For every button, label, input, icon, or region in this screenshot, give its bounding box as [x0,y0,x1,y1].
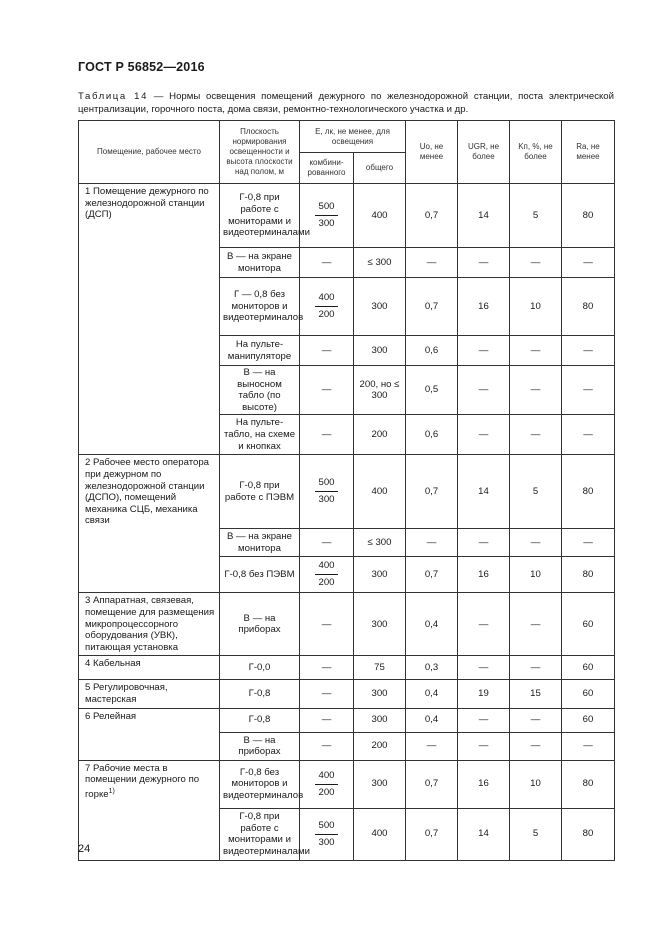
room-cell [79,808,220,860]
fraction-value [315,820,337,849]
ugr-cell: — [458,336,510,366]
ra-cell: 80 [562,557,615,593]
fraction-value [315,292,337,321]
ugr-cell: — [458,248,510,278]
uo-cell: 0,7 [406,184,458,248]
fraction-numerator: 500 [315,477,337,492]
plane-cell: Г — 0,8 без мониторов и видеотерминалов [220,278,300,336]
ra-cell: 80 [562,760,615,808]
fraction-numerator: 500 [315,820,337,835]
room-label: 7 Рабочие места в помещении дежурного по горке [85,762,200,800]
header-ugr: UGR, не более [458,121,510,184]
plane-cell: На пульте-манипуляторе [220,336,300,366]
general-cell: 300 [354,278,406,336]
uo-cell: 0,4 [406,708,458,732]
combined-cell: — [300,708,354,732]
table-row [79,656,615,680]
header-illuminance-label: E, лк, не менее, для освещения [315,126,390,146]
table-caption [78,91,614,116]
ra-cell: 80 [562,808,615,860]
plane-cell: Г-0,8 без мониторов и видеотерминалов [220,760,300,808]
combined-cell: — [300,656,354,680]
fraction-numerator: 500 [315,201,337,216]
fraction-value [315,201,337,230]
ra-cell: 60 [562,680,615,708]
table-row [79,808,615,860]
kp-cell: — [510,529,562,557]
plane-cell: В — на экране монитора [220,248,300,278]
room-label: 2 Рабочее место оператора при дежурном по железнодорожной станции (ДСПО), помещений механика СЦБ, механика связи [85,457,210,527]
plane-cell: Г-0,0 [220,656,300,680]
room-cell [79,593,220,656]
ra-cell: 60 [562,708,615,732]
combined-cell: — [300,593,354,656]
ugr-cell: 16 [458,278,510,336]
room-cell [79,557,220,593]
general-cell: 400 [354,455,406,529]
table-caption-label: Таблица 14 [78,91,149,102]
kp-cell: 5 [510,455,562,529]
ra-cell: — [562,248,615,278]
general-cell: 400 [354,808,406,860]
plane-cell: Г-0,8 при работе с мониторами и видеотерминалами [220,184,300,248]
ugr-cell: 14 [458,455,510,529]
room-cell [79,415,220,455]
ugr-cell: 16 [458,557,510,593]
header-general: общего [354,153,406,184]
table-row [79,557,615,593]
plane-cell: В — на выносном табло (по высоте) [220,366,300,415]
uo-cell: — [406,529,458,557]
kp-cell: — [510,248,562,278]
room-cell [79,248,220,278]
ra-cell: — [562,529,615,557]
room-cell [79,336,220,366]
table-row [79,278,615,336]
header-plane: Плоскость нормирования освещенности и высота плоскости над полом, м [220,121,300,184]
uo-cell: 0,7 [406,760,458,808]
fraction-denominator: 300 [318,836,335,848]
combined-cell [300,278,354,336]
fraction-numerator: 400 [315,292,337,307]
combined-cell: — [300,415,354,455]
fraction-denominator: 200 [318,309,335,320]
lighting-norms-table [78,120,615,861]
room-label: 6 Релейная [85,710,137,722]
fraction-value [315,560,337,589]
ra-cell: 60 [562,593,615,656]
table-row [79,455,615,529]
header-combined: комбини-рованного [300,153,354,184]
header-ra: Ra, не менее [562,121,615,184]
general-cell: ≤ 300 [354,248,406,278]
room-cell [79,656,220,680]
general-cell: 400 [354,184,406,248]
fraction-numerator: 400 [315,770,337,785]
combined-cell: — [300,248,354,278]
kp-cell: 5 [510,184,562,248]
kp-cell: — [510,732,562,760]
room-cell [79,366,220,415]
kp-cell: 15 [510,680,562,708]
uo-cell: 0,7 [406,557,458,593]
uo-cell: 0,7 [406,455,458,529]
general-cell: ≤ 300 [354,529,406,557]
table-row [79,336,615,366]
kp-cell: 10 [510,557,562,593]
table-row [79,732,615,760]
fraction-numerator: 400 [315,560,337,575]
page-number: 24 [78,843,91,855]
footnote-mark: 1) [108,787,115,795]
kp-cell: — [510,336,562,366]
table-caption-text: — Нормы освещения помещений дежурного по железнодорожной станции, поста электрической централизации, горочного поста, дома связи, ремонтно-технологического участка и др. [78,91,615,115]
room-label: 5 Регулировочная, мастерская [85,682,168,705]
combined-cell [300,557,354,593]
room-cell [79,278,220,336]
general-cell: 300 [354,680,406,708]
combined-cell: — [300,529,354,557]
ugr-cell: 14 [458,808,510,860]
table-row [79,366,615,415]
ra-cell: — [562,366,615,415]
general-cell: 75 [354,656,406,680]
header-uo: Uo, не менее [406,121,458,184]
header-illuminance-group [300,121,406,153]
room-cell [79,732,220,760]
general-cell: 300 [354,760,406,808]
kp-cell: 5 [510,808,562,860]
ugr-cell: — [458,732,510,760]
kp-cell: 10 [510,760,562,808]
table-row [79,593,615,656]
plane-cell: В — на экране монитора [220,529,300,557]
kp-cell: — [510,366,562,415]
uo-cell: 0,6 [406,336,458,366]
room-label: 1 Помещение дежурного по железнодорожной станции (ДСП) [85,186,209,221]
plane-cell: Г-0,8 без ПЭВМ [220,557,300,593]
general-cell: 200 [354,732,406,760]
ugr-cell: 16 [458,760,510,808]
kp-cell: — [510,415,562,455]
room-cell [79,760,220,808]
plane-cell: В — на приборах [220,593,300,656]
header-room: Помещение, рабочее место [79,121,220,184]
kp-cell: 10 [510,278,562,336]
uo-cell: 0,3 [406,656,458,680]
ugr-cell: 14 [458,184,510,248]
ra-cell: — [562,336,615,366]
general-cell: 200 [354,415,406,455]
room-cell [79,529,220,557]
uo-cell: 0,5 [406,366,458,415]
kp-cell: — [510,656,562,680]
combined-cell: — [300,732,354,760]
table-row [79,248,615,278]
general-cell: 300 [354,557,406,593]
table-row [79,708,615,732]
combined-cell: — [300,366,354,415]
general-cell: 200, но ≤ 300 [354,366,406,415]
combined-cell [300,760,354,808]
uo-cell: 0,4 [406,593,458,656]
uo-cell: — [406,248,458,278]
general-cell: 300 [354,593,406,656]
standard-number: ГОСТ Р 56852—2016 [78,60,205,74]
plane-cell: Г-0,8 при работе с ПЭВМ [220,455,300,529]
table-row [79,415,615,455]
plane-cell: Г-0,8 [220,680,300,708]
uo-cell: 0,7 [406,278,458,336]
general-cell: 300 [354,336,406,366]
combined-cell: — [300,336,354,366]
uo-cell: 0,7 [406,808,458,860]
room-cell [79,455,220,529]
room-label: 4 Кабельная [85,658,141,670]
fraction-denominator: 300 [318,494,335,506]
ra-cell: 60 [562,656,615,680]
fraction-denominator: 200 [318,786,335,798]
table-row [79,184,615,248]
combined-cell: — [300,680,354,708]
general-cell: 300 [354,708,406,732]
fraction-value [315,770,337,799]
uo-cell: 0,4 [406,680,458,708]
ugr-cell: — [458,415,510,455]
uo-cell: — [406,732,458,760]
ugr-cell: — [458,366,510,415]
header-kp: Kп, %, не более [510,121,562,184]
fraction-denominator: 200 [318,577,335,589]
ra-cell: 80 [562,278,615,336]
ugr-cell: — [458,708,510,732]
room-cell [79,680,220,708]
ra-cell: 80 [562,184,615,248]
plane-cell: В — на приборах [220,732,300,760]
ra-cell: — [562,732,615,760]
combined-cell [300,455,354,529]
ra-cell: — [562,415,615,455]
uo-cell: 0,6 [406,415,458,455]
ugr-cell: — [458,656,510,680]
ugr-cell: 19 [458,680,510,708]
ugr-cell: — [458,529,510,557]
table-row [79,760,615,808]
kp-cell: — [510,708,562,732]
fraction-denominator: 300 [318,218,335,229]
table-row [79,680,615,708]
table-row [79,529,615,557]
room-label: 3 Аппаратная, связевая, помещение для размещения микропроцессорного оборудования (УВК), питающая установка [85,595,215,653]
ugr-cell: — [458,593,510,656]
kp-cell: — [510,593,562,656]
room-cell [79,708,220,732]
ra-cell: 80 [562,455,615,529]
table-body [79,184,615,861]
fraction-value [315,477,337,506]
plane-cell: Г-0,8 при работе с мониторами и видеотерминалами [220,808,300,860]
plane-cell: На пульте-табло, на схеме и кнопках [220,415,300,455]
plane-cell: Г-0,8 [220,708,300,732]
room-cell [79,184,220,248]
